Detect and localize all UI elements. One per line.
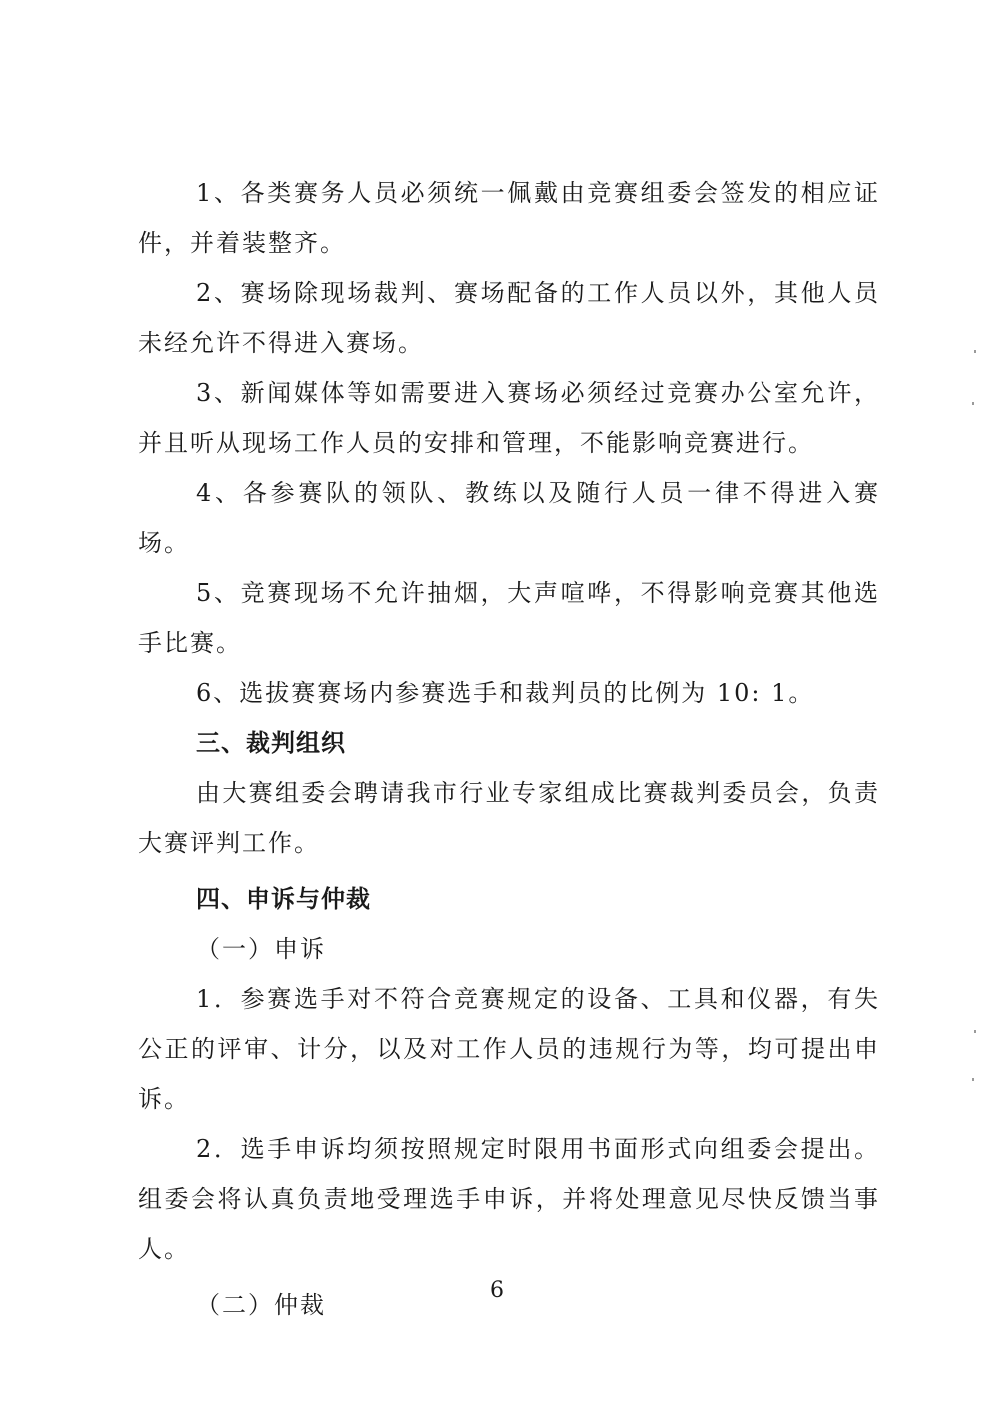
- appeal-item-1: 1．参赛选手对不符合竞赛规定的设备、工具和仪器，有失公正的评审、计分，以及对工作人员的违规行为等，均可提出申诉。: [138, 985, 880, 1113]
- subsection-appeal: （一）申诉: [196, 935, 326, 963]
- appeal-item-2: 2．选手申诉均须按照规定时限用书面形式向组委会提出。组委会将认真负责地受理选手申诉，并将处理意见尽快反馈当事人。: [138, 1135, 880, 1263]
- scan-speck: [972, 1078, 974, 1081]
- page-number: 6: [490, 1278, 504, 1303]
- page-body: [138, 168, 880, 1330]
- rule-2: 2、赛场除现场裁判、赛场配备的工作人员以外，其他人员未经允许不得进入赛场。: [138, 279, 880, 357]
- section-3-body: 由大赛组委会聘请我市行业专家组成比赛裁判委员会，负责大赛评判工作。: [138, 779, 880, 857]
- scan-speck: [974, 1030, 976, 1033]
- rule-6: 6、选拔赛赛场内参赛选手和裁判员的比例为 10: 1。: [196, 679, 815, 707]
- rule-1: 1、各类赛务人员必须统一佩戴由竞赛组委会签发的相应证件，并着装整齐。: [138, 179, 880, 257]
- rule-5: 5、竞赛现场不允许抽烟，大声喧哗，不得影响竞赛其他选手比赛。: [138, 579, 880, 657]
- section-4-heading: 四、申诉与仲裁: [196, 885, 371, 913]
- rule-4: 4、各参赛队的领队、教练以及随行人员一律不得进入赛场。: [138, 479, 880, 557]
- scan-speck: [972, 402, 974, 405]
- subsection-arbitration: （二）仲裁: [196, 1291, 326, 1319]
- scan-speck: [974, 350, 976, 353]
- rule-3: 3、新闻媒体等如需要进入赛场必须经过竞赛办公室允许，并且听从现场工作人员的安排和管理，不能影响竞赛进行。: [138, 379, 880, 457]
- section-3-heading: 三、裁判组织: [196, 729, 346, 757]
